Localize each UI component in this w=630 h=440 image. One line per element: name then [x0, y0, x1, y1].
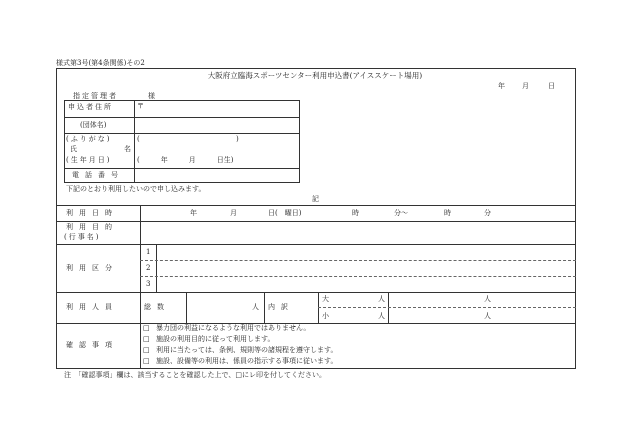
ki-label: 記	[312, 195, 319, 203]
furigana-label: (ふりがな)	[66, 135, 112, 143]
confirm-checkbox-2[interactable]: □	[143, 335, 150, 343]
org-name-label: (団体名)	[80, 121, 107, 129]
usage-hour-start: 時	[352, 209, 359, 217]
confirm-item-1: 暴力団の利益になるような利用ではありません。	[156, 324, 311, 332]
adult-unit-2: 人	[484, 295, 491, 303]
confirm-item-4: 施設、設備等の利用は、係員の指示する事項に従います。	[156, 357, 338, 365]
breakdown-label: 内訳	[268, 303, 294, 311]
adult-label: 大	[322, 295, 329, 303]
date-day: 日	[548, 82, 555, 90]
honorific: 様	[148, 92, 155, 100]
confirm-item-2: 施設の利用目的に従って利用します。	[156, 335, 275, 343]
confirm-label: 確認事項	[66, 341, 118, 349]
intro-text: 下記のとおり利用したいので申し込みます。	[66, 185, 206, 193]
usage-year: 年	[190, 209, 197, 217]
date-year: 年	[498, 82, 505, 90]
name-label-second: 名	[124, 145, 131, 153]
total-person-unit: 人	[252, 303, 259, 311]
usage-hour-end: 時	[444, 209, 451, 217]
furigana-paren-open: (	[137, 135, 140, 143]
footnote: 注 「確認事項」欄は、該当することを確認した上で、□にレ印を付してください。	[64, 371, 326, 379]
category-number-3: 3	[146, 280, 151, 288]
birth-date-value: ( 年 月 日生)	[137, 156, 234, 164]
purpose-event-label: (行事名)	[64, 233, 101, 241]
adult-unit-1: 人	[378, 295, 385, 303]
usage-month: 月	[230, 209, 237, 217]
confirm-checkbox-4[interactable]: □	[143, 357, 150, 365]
usage-datetime-label: 利用日時	[66, 209, 118, 217]
designated-manager: 指定管理者	[73, 92, 118, 100]
form-title: 大阪府立臨海スポーツセンター利用申込書(アイススケート場用)	[207, 71, 423, 80]
confirm-checkbox-3[interactable]: □	[143, 346, 150, 354]
people-label: 利用人員	[66, 303, 118, 311]
confirm-checkbox-1[interactable]: □	[143, 324, 150, 332]
date-month: 月	[522, 82, 529, 90]
postal-mark: 〒	[137, 102, 144, 110]
applicant-address-label: 申込者住所	[68, 103, 113, 111]
category-label: 利用区分	[66, 264, 118, 272]
usage-minute-end: 分	[484, 209, 491, 217]
category-number-1: 1	[146, 248, 151, 256]
total-count-label: 総数	[144, 303, 170, 311]
purpose-label: 利用目的	[66, 223, 118, 231]
child-unit-2: 人	[484, 312, 491, 320]
furigana-paren-close: )	[236, 135, 239, 143]
birth-date-label: (生年月日)	[66, 156, 112, 164]
usage-day-dow: 日( 曜日)	[268, 209, 302, 217]
usage-minute-start: 分～	[394, 209, 408, 217]
name-label-first: 氏	[70, 145, 77, 153]
form-number: 様式第3号(第4条関係)その2	[56, 59, 145, 67]
phone-label: 電話番号	[72, 171, 124, 179]
child-unit-1: 人	[378, 312, 385, 320]
child-label: 小	[322, 312, 329, 320]
confirm-item-3: 利用に当たっては、条例、規則等の諸規程を遵守します。	[156, 346, 338, 354]
category-number-2: 2	[146, 264, 151, 272]
